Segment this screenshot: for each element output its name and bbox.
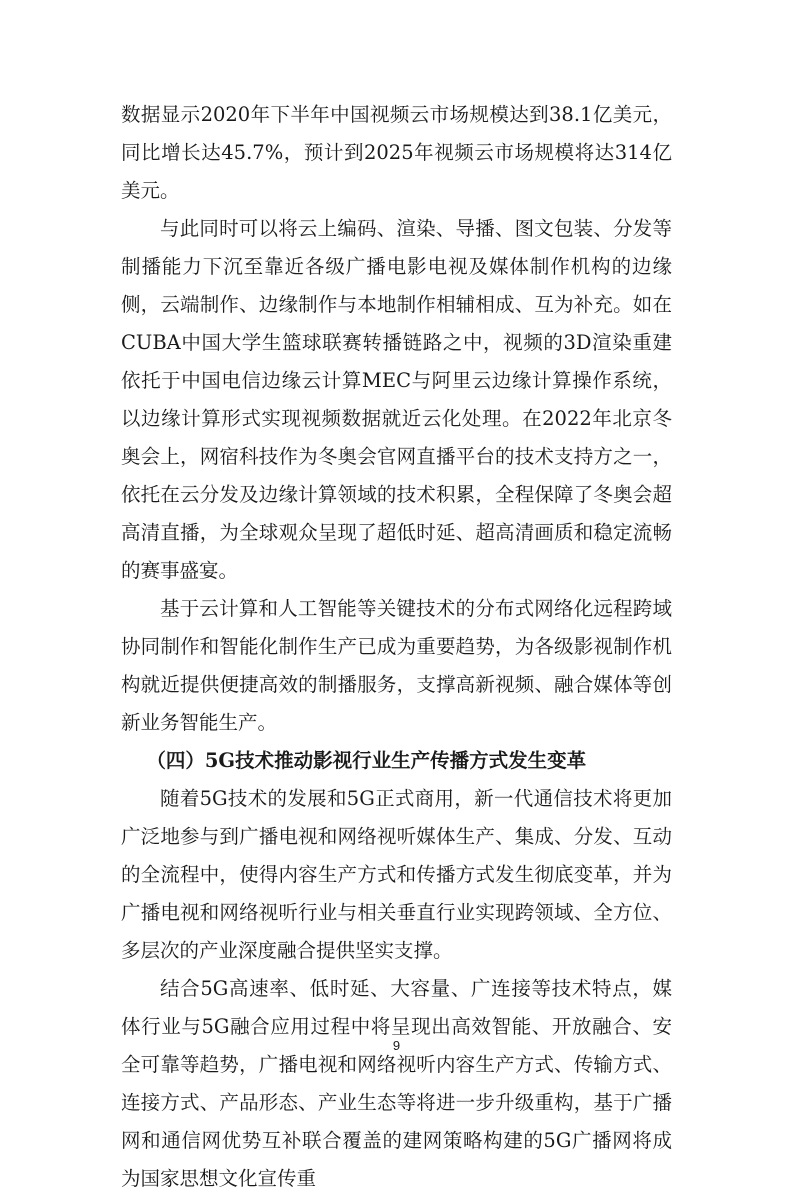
- paragraph-5g-integration: 结合5G高速率、低时延、大容量、广连接等技术特点，媒体行业与5G融合应用过程中将呈现出高效智能、开放融合、安全可靠等趋势，广播电视和网络视听内容生产方式、传输方式、连接方式、产品形态、产业生态等将进一步升级重构，基于广播网和通信网优势互补联合覆盖的建网策略构建的5G广播网将成为国家思想文化宣传重: [121, 977, 672, 1190]
- paragraph-cloud-ai-trend: 基于云计算和人工智能等关键技术的分布式网络化远程跨域协同制作和智能化制作生产已成为重要趋势，为各级影视制作机构就近提供便捷高效的制播服务，支撑高新视频、融合媒体等创新业务智能生产。: [121, 597, 672, 734]
- paragraph-5g-development: 随着5G技术的发展和5G正式商用，新一代通信技术将更加广泛地参与到广播电视和网络视听媒体生产、集成、分发、互动的全流程中，使得内容生产方式和传播方式发生彻底变革，并为广播电视和网络视听行业与相关垂直行业实现跨领域、全方位、多层次的产业深度融合提供坚实支撑。: [121, 787, 672, 962]
- page-number: 9: [392, 1038, 401, 1053]
- paragraph-edge-production: 与此同时可以将云上编码、渲染、导播、图文包装、分发等制播能力下沉至靠近各级广播电影电视及媒体制作机构的边缘侧，云端制作、边缘制作与本地制作相辅相成、互为补充。如在CUBA中国大学生篮球联赛转播链路之中，视频的3D渲染重建依托于中国电信边缘云计算MEC与阿里云边缘计算操作系统，以边缘计算形式实现视频数据就近云化处理。在2022年北京冬奥会上，网宿科技作为冬奥会官网直播平台的技术支持方之一，依托在云分发及边缘计算领域的技术积累，全程保障了冬奥会超高清直播，为全球观众呈现了超低时延、超高清画质和稳定流畅的赛事盛宴。: [121, 217, 672, 582]
- section-heading: （四）5G技术推动影视行业生产传播方式发生变革: [146, 749, 587, 772]
- document-page: [121, 96, 672, 1198]
- paragraph-market-data: 数据显示2020年下半年中国视频云市场规模达到38.1亿美元，同比增长达45.7%，预计到2025年视频云市场规模将达314亿美元。: [121, 103, 672, 202]
